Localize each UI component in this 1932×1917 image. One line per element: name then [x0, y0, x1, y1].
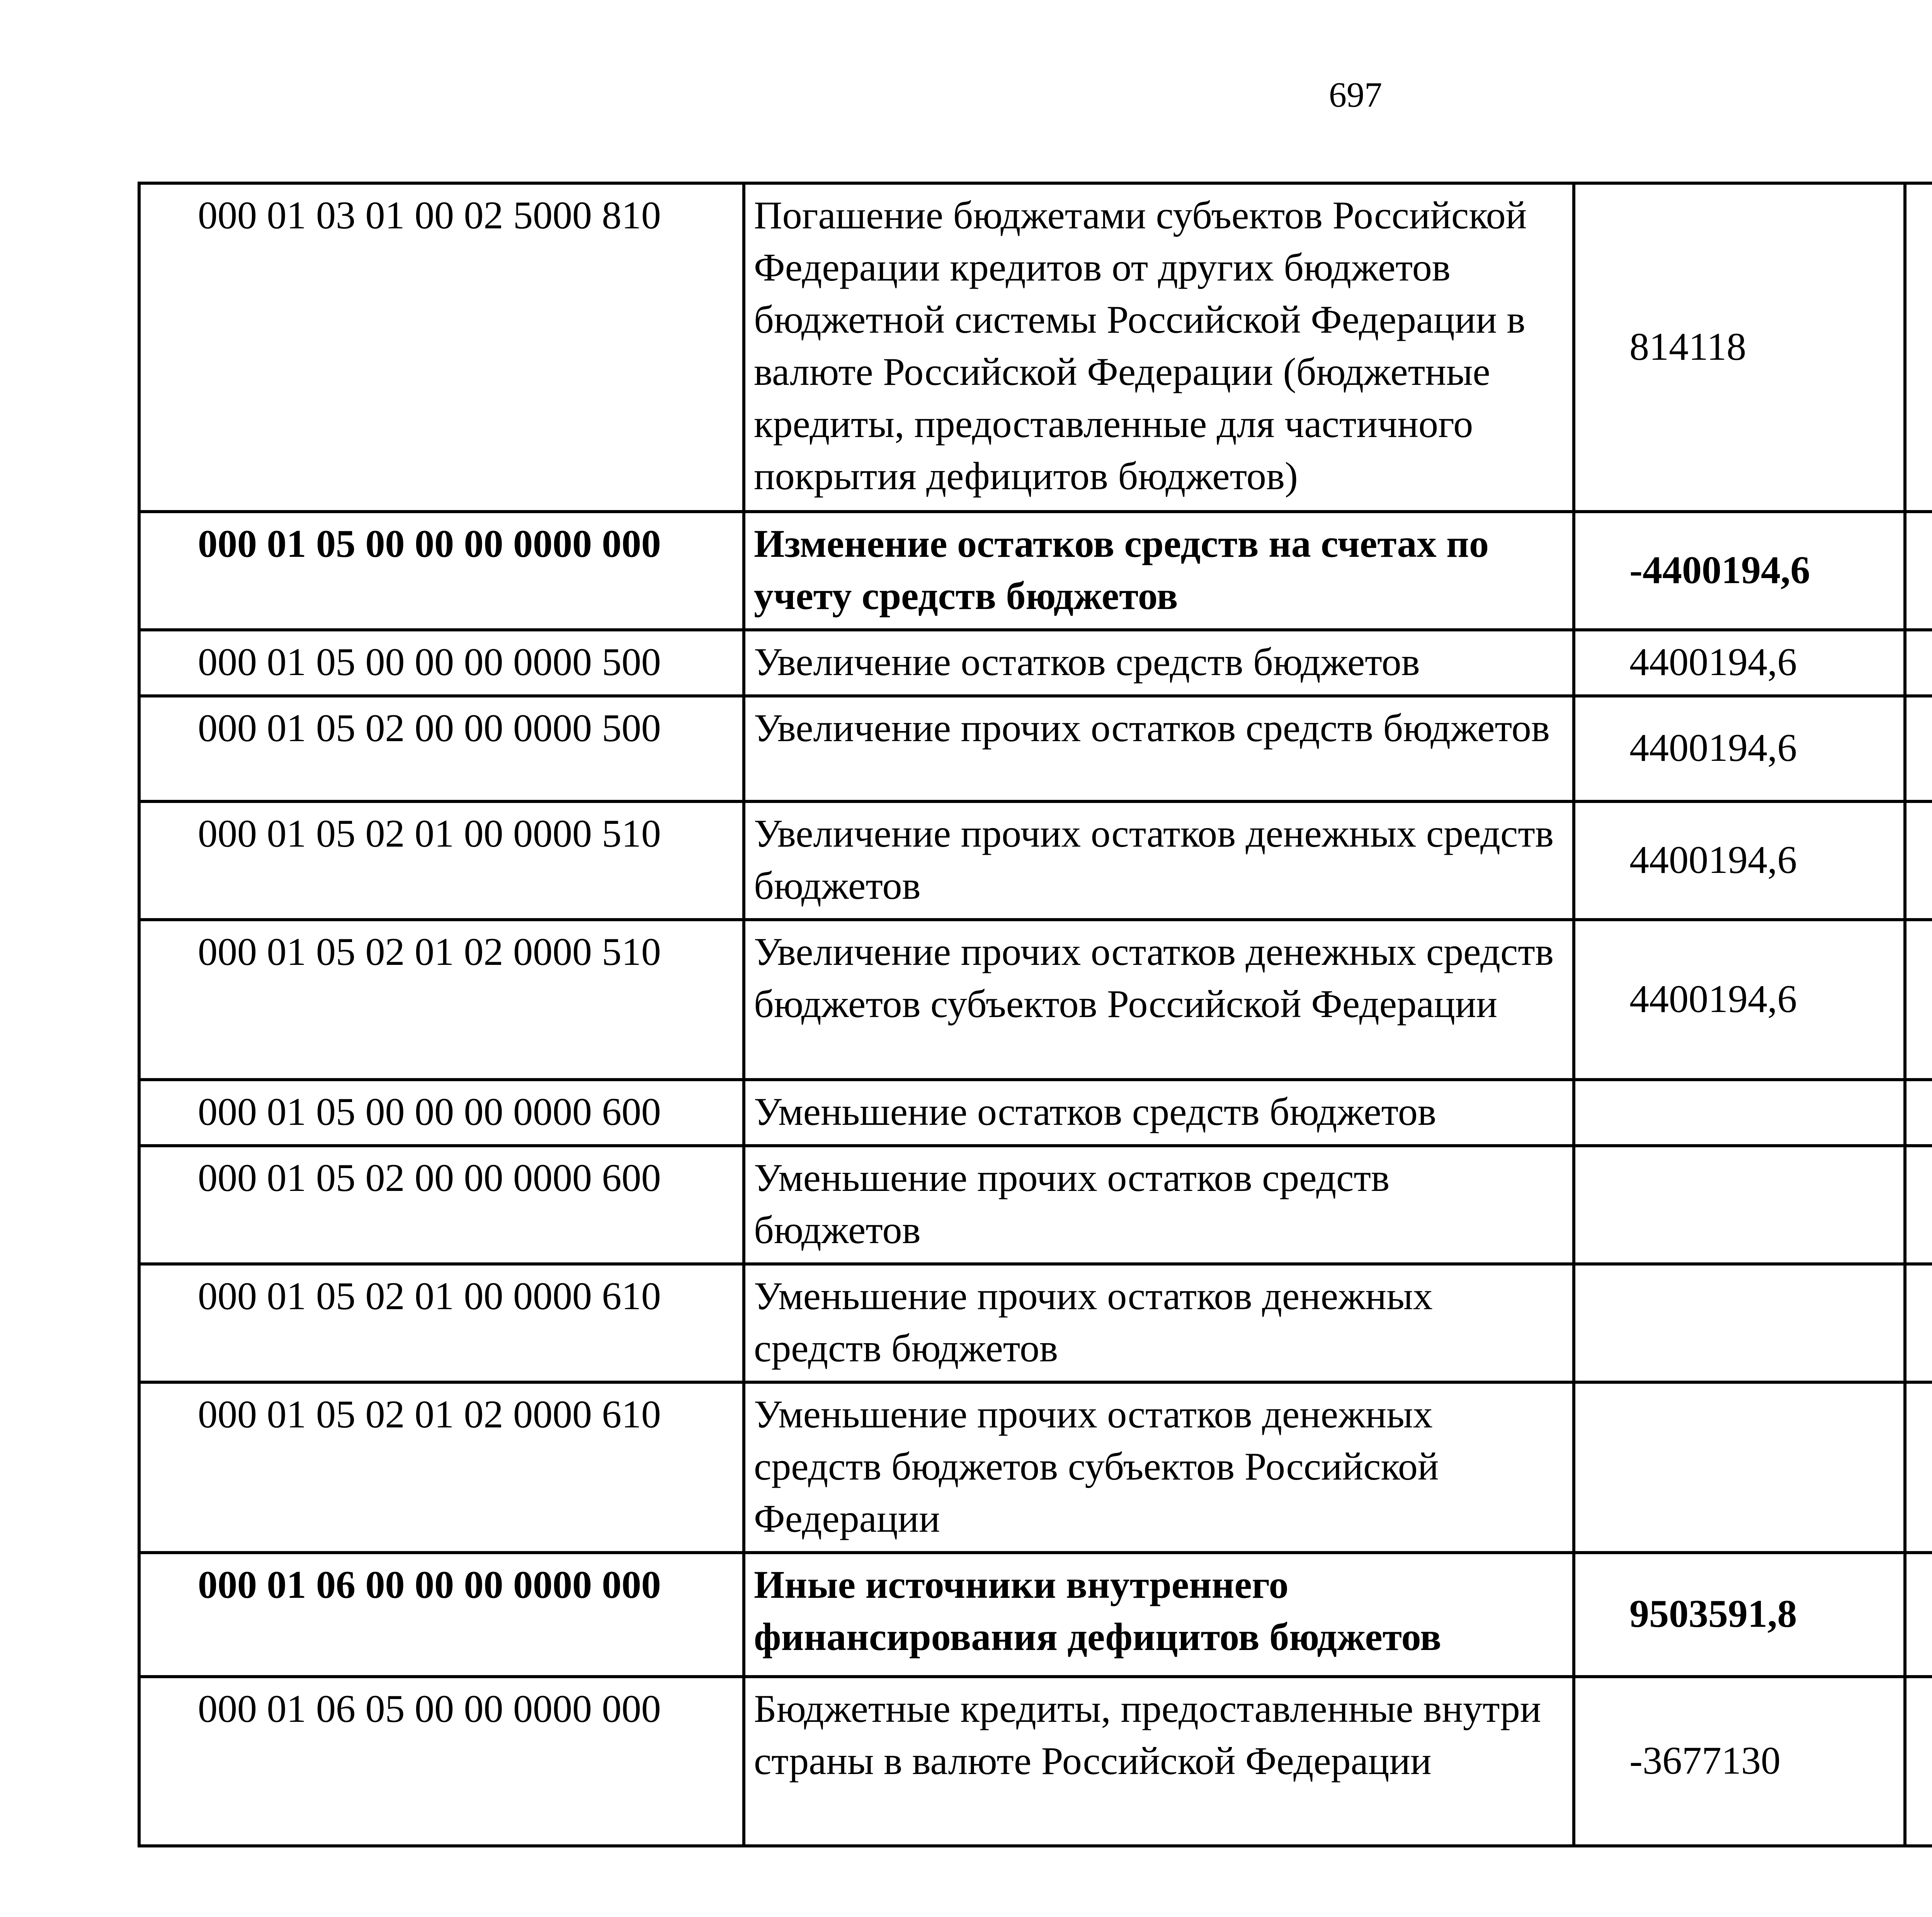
- amount-col-1: 4400194,6: [1574, 630, 1905, 696]
- table-row: [139, 920, 1932, 1080]
- row-description: Увеличение остатков средств бюджетов: [744, 630, 1574, 696]
- amount-col-1: 4400194,6: [1574, 696, 1905, 801]
- table-row: [139, 1146, 1932, 1264]
- table-row: [139, 1677, 1932, 1846]
- amount-col-2: [1905, 630, 1932, 696]
- amount-col-2: [1905, 1080, 1932, 1146]
- amount-col-1: 9503591,8: [1574, 1553, 1905, 1677]
- table-row: [139, 696, 1932, 801]
- amount-col-1: -4400194,6: [1574, 512, 1905, 630]
- row-description: Бюджетные кредиты, предоставленные внутри страны в валюте Российской Федерации: [744, 1677, 1574, 1846]
- table-row: [139, 512, 1932, 630]
- table-row: [139, 183, 1932, 512]
- row-description: Увеличение прочих остатков денежных средств бюджетов субъектов Российской Федерации: [744, 920, 1574, 1080]
- amount-col-2: [1905, 920, 1932, 1080]
- amount-col-1: 4400194,6: [1574, 801, 1905, 920]
- amount-col-1: 814118: [1574, 183, 1905, 512]
- row-description: Иные источники внутреннего финансирования дефицитов бюджетов: [744, 1553, 1574, 1677]
- budget-sources-table: [138, 182, 1932, 1847]
- amount-col-1: -3677130: [1574, 1677, 1905, 1846]
- row-description: Уменьшение прочих остатков денежных средств бюджетов: [744, 1264, 1574, 1382]
- table-row: [139, 1553, 1932, 1677]
- amount-col-1: [1574, 1264, 1905, 1382]
- classification-code: 000 01 05 00 00 00 0000 500: [139, 630, 744, 696]
- row-description: Уменьшение прочих остатков денежных средств бюджетов субъектов Российской Федерации: [744, 1382, 1574, 1553]
- classification-code: 000 01 05 02 01 00 0000 610: [139, 1264, 744, 1382]
- row-description: Увеличение прочих остатков денежных средств бюджетов: [744, 801, 1574, 920]
- amount-col-2: [1905, 1146, 1932, 1264]
- row-description: Уменьшение остатков средств бюджетов: [744, 1080, 1574, 1146]
- classification-code: 000 01 05 02 00 00 0000 500: [139, 696, 744, 801]
- amount-col-2: [1905, 183, 1932, 512]
- classification-code: 000 01 03 01 00 02 5000 810: [139, 183, 744, 512]
- page-number: 697: [1329, 75, 1382, 114]
- amount-col-2: [1905, 1382, 1932, 1553]
- classification-code: 000 01 05 02 01 00 0000 510: [139, 801, 744, 920]
- row-description: Увеличение прочих остатков средств бюджетов: [744, 696, 1574, 801]
- table-row: [139, 1382, 1932, 1553]
- row-description: Уменьшение прочих остатков средств бюджетов: [744, 1146, 1574, 1264]
- amount-col-1: [1574, 1382, 1905, 1553]
- amount-col-2: [1905, 1264, 1932, 1382]
- amount-col-2: [1905, 512, 1932, 630]
- table-row: [139, 801, 1932, 920]
- classification-code: 000 01 06 00 00 00 0000 000: [139, 1553, 744, 1677]
- table-row: [139, 630, 1932, 696]
- amount-col-2: [1905, 1677, 1932, 1846]
- row-description: Изменение остатков средств на счетах по учету средств бюджетов: [744, 512, 1574, 630]
- classification-code: 000 01 05 00 00 00 0000 000: [139, 512, 744, 630]
- amount-col-2: [1905, 801, 1932, 920]
- amount-col-1: [1574, 1080, 1905, 1146]
- table-row: [139, 1080, 1932, 1146]
- classification-code: 000 01 06 05 00 00 0000 000: [139, 1677, 744, 1846]
- classification-code: 000 01 05 02 01 02 0000 510: [139, 920, 744, 1080]
- table-row: [139, 1264, 1932, 1382]
- amount-col-1: 4400194,6: [1574, 920, 1905, 1080]
- amount-col-2: [1905, 1553, 1932, 1677]
- classification-code: 000 01 05 00 00 00 0000 600: [139, 1080, 744, 1146]
- classification-code: 000 01 05 02 01 02 0000 610: [139, 1382, 744, 1553]
- classification-code: 000 01 05 02 00 00 0000 600: [139, 1146, 744, 1264]
- row-description: Погашение бюджетами субъектов Российской Федерации кредитов от других бюджетов бюджетной системы Российской Федерации в валюте Российской Федерации (бюджетные кредиты, предоставленные для частичного покрытия дефицитов бюджетов): [744, 183, 1574, 512]
- amount-col-2: [1905, 696, 1932, 801]
- amount-col-1: [1574, 1146, 1905, 1264]
